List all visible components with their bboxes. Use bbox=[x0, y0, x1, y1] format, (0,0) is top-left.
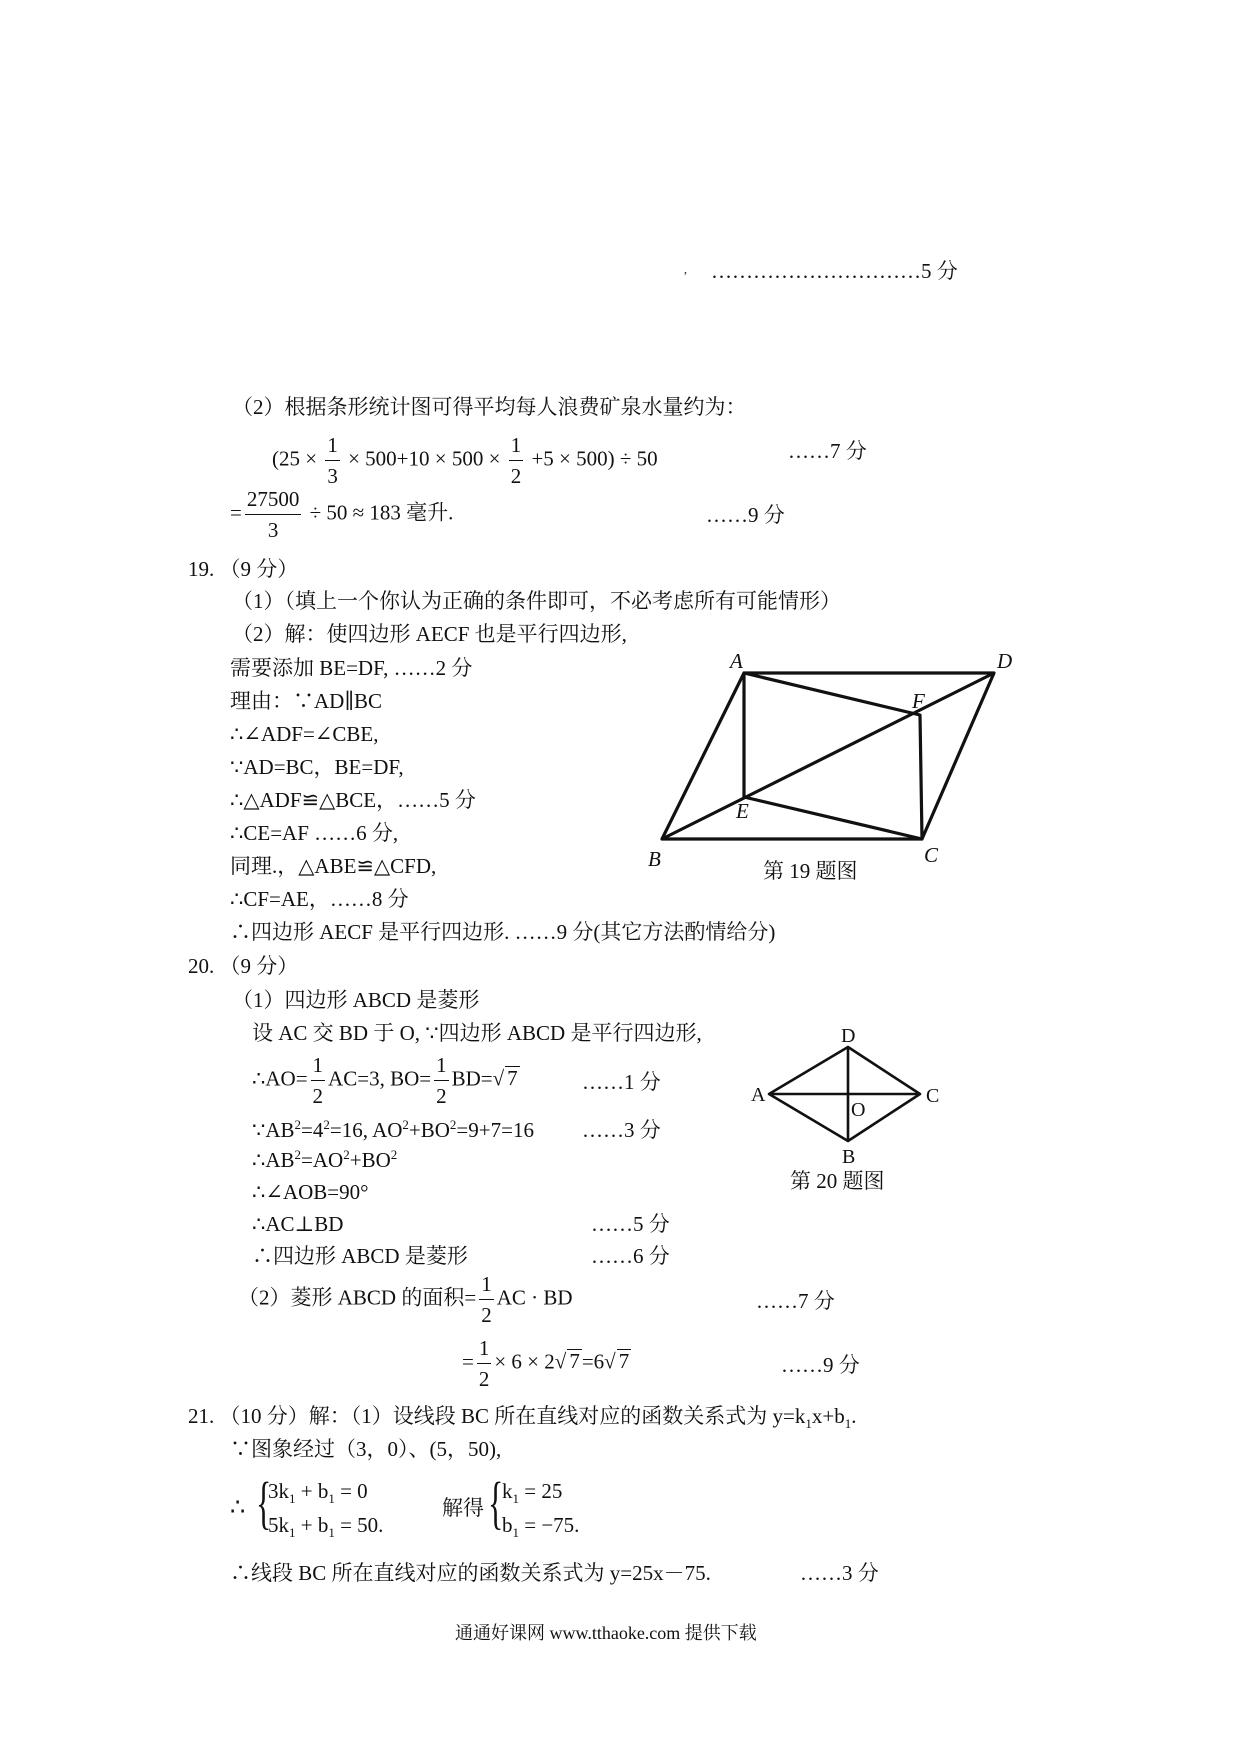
q21-score-3: ……3 分 bbox=[800, 1561, 879, 1585]
q19-line-10: ∴CF=AE，……8 分 bbox=[230, 887, 409, 911]
q20-line-2: 设 AC 交 BD 于 O, ∵四边形 ABCD 是平行四边形, bbox=[252, 1021, 702, 1045]
q21-line-4: ∴线段 BC 所在直线对应的函数关系式为 y=25x－75. bbox=[230, 1561, 711, 1585]
fraction-one-half-bo: $\frac{1}{2}$ bbox=[436, 1053, 447, 1108]
q19-line-9: 同理.，△ABE≌△CFD, bbox=[230, 854, 437, 878]
score-line-5: …………………………5 分 bbox=[711, 259, 958, 283]
q19-line-2: （2）解：使四边形 AECF 也是平行四边形, bbox=[232, 622, 627, 646]
label-a: A bbox=[730, 649, 743, 673]
q20-score-7: ……7 分 bbox=[756, 1289, 835, 1313]
sqrt-7: 7 bbox=[507, 1066, 518, 1091]
q20-part2-result: = $\frac{1}{2}$ × 6 × 2√ 7=6√ 7 bbox=[462, 1336, 630, 1391]
q20-score-1: ……1 分 bbox=[582, 1070, 661, 1094]
footer-watermark: 通通好课网 www.tthaoke.com 提供下载 bbox=[455, 1623, 757, 1643]
q20-line-5: $\therefore AB^2=AO^2+BO^2$ bbox=[252, 1147, 398, 1172]
q19-line-3: 需要添加 BE=DF, ……2 分 bbox=[230, 656, 473, 680]
fraction-one-third: $\frac{1}{3}$ bbox=[327, 433, 338, 488]
q21-equation-2: $5k_1 + b_1 = 50$. bbox=[268, 1513, 384, 1540]
q18-score-7: ……7 分 bbox=[788, 439, 867, 463]
label-e: E bbox=[736, 799, 749, 823]
sqrt-7a: 7 bbox=[569, 1349, 580, 1374]
q21-system-brace: { bbox=[256, 1470, 272, 1535]
stray-mark: , bbox=[684, 262, 687, 276]
fraction-one-half: $\frac{1}{2}$ bbox=[510, 433, 522, 488]
q20-figure bbox=[740, 1020, 960, 1220]
q20-heading: 20. （9 分） bbox=[188, 954, 299, 978]
sqrt-7b: 7 bbox=[618, 1349, 630, 1374]
q20-score-6: ……6 分 bbox=[591, 1244, 670, 1268]
label-d-rhombus: D bbox=[841, 1025, 856, 1047]
q20-line-4: $\because AB^2=4^2=16$, $AO^2+BO^2=9+7=16$ bbox=[252, 1117, 534, 1142]
q20-line-8: ∴四边形 ABCD 是菱形 bbox=[252, 1244, 468, 1268]
label-b: B bbox=[648, 847, 661, 871]
q18-part2-intro: （2）根据条形统计图可得平均每人浪费矿泉水量约为： bbox=[232, 395, 747, 419]
sqrt-sign-7: √ bbox=[492, 1066, 505, 1091]
sqrt-sign-7b: √ bbox=[604, 1349, 616, 1374]
q20-figure-caption: 第 20 题图 bbox=[790, 1169, 885, 1193]
q18-score-9: ……9 分 bbox=[706, 503, 785, 527]
q19-line-6: ∵AD=BC，BE=DF, bbox=[230, 755, 404, 779]
q19-line-8: ∴CE=AF ……6 分, bbox=[230, 821, 399, 845]
sqrt-sign-7a: √ bbox=[554, 1349, 567, 1374]
q21-solution-1: $k_1 = 25$ bbox=[502, 1479, 563, 1506]
q20-line-1: （1）四边形 ABCD 是菱形 bbox=[232, 988, 480, 1012]
fraction-one-half-result: $\frac{1}{2}$ bbox=[478, 1336, 490, 1391]
q20-part2: （2）菱形 ABCD 的面积= $\frac{1}{2}$ AC · BD bbox=[238, 1272, 573, 1327]
q19-figure bbox=[640, 640, 1030, 900]
q19-figure-caption: 第 19 题图 bbox=[763, 859, 858, 883]
q20-score-3: ……3 分 bbox=[582, 1118, 661, 1142]
q20-score-5: ……5 分 bbox=[591, 1212, 670, 1236]
q21-line-1: 21. （10 分）解：（1）设线段 BC 所在直线对应的函数关系式为 $y=k_1x+b_1$. bbox=[188, 1404, 857, 1431]
q21-solution-2: $b_1 = -75$. bbox=[502, 1513, 580, 1540]
q18-result: = $\frac{27500}{3}$ ÷ 50 ≈ 183 毫升. bbox=[230, 487, 454, 542]
q19-heading: 19. （9 分） bbox=[188, 557, 299, 581]
q20-line-7: ∴AC⊥BD bbox=[252, 1212, 344, 1236]
q20-score-9: ……9 分 bbox=[781, 1353, 860, 1377]
q19-line-5: ∴∠ADF=∠CBE, bbox=[230, 722, 379, 746]
q21-equation-1: $3k_1 + b_1 = 0$ bbox=[268, 1479, 368, 1506]
fraction-one-half-ao: $\frac{1}{2}$ bbox=[312, 1053, 324, 1108]
q21-therefore: ∴ bbox=[230, 1495, 246, 1521]
diagonal-bd bbox=[662, 673, 994, 839]
quadrilateral-aecf bbox=[744, 673, 922, 839]
label-d: D bbox=[997, 649, 1013, 673]
q18-expression: (25 × $\frac{1}{3}$ × 500+10 × 500 × $\frac{1}{2}$ +5 × 500) ÷ 50 bbox=[272, 433, 658, 488]
label-b-rhombus: B bbox=[842, 1146, 856, 1168]
q21-line-2: ∵图象经过（3，0）、(5，50), bbox=[230, 1437, 502, 1461]
q21-solve-label: 解得 bbox=[442, 1496, 484, 1520]
q19-line-4: 理由：∵AD∥BC bbox=[230, 689, 383, 713]
q19-line-1: （1）（填上一个你认为正确的条件即可，不必考虑所有可能情形） bbox=[232, 589, 841, 613]
q19-line-11: ∴四边形 AECF 是平行四边形. ……9 分(其它方法酌情给分) bbox=[230, 920, 776, 944]
q21-solution-brace: { bbox=[488, 1470, 504, 1535]
label-a-rhombus: A bbox=[751, 1084, 766, 1106]
q20-line-6: ∴∠AOB=90° bbox=[252, 1180, 369, 1204]
fraction-27500-over-3: $\frac{27500}{3}$ bbox=[246, 487, 300, 542]
label-c: C bbox=[924, 843, 939, 867]
label-c-rhombus: C bbox=[926, 1085, 940, 1107]
q20-line-3: ∴AO= $\frac{1}{2}$ AC=3, BO= $\frac{1}{2}$ BD=√ 7 bbox=[252, 1053, 518, 1108]
fraction-one-half-area: $\frac{1}{2}$ bbox=[481, 1272, 492, 1327]
label-f: F bbox=[912, 689, 925, 713]
label-o-rhombus: O bbox=[851, 1099, 866, 1121]
q19-line-7: ∴△ADF≌△BCE，……5 分 bbox=[230, 788, 476, 812]
